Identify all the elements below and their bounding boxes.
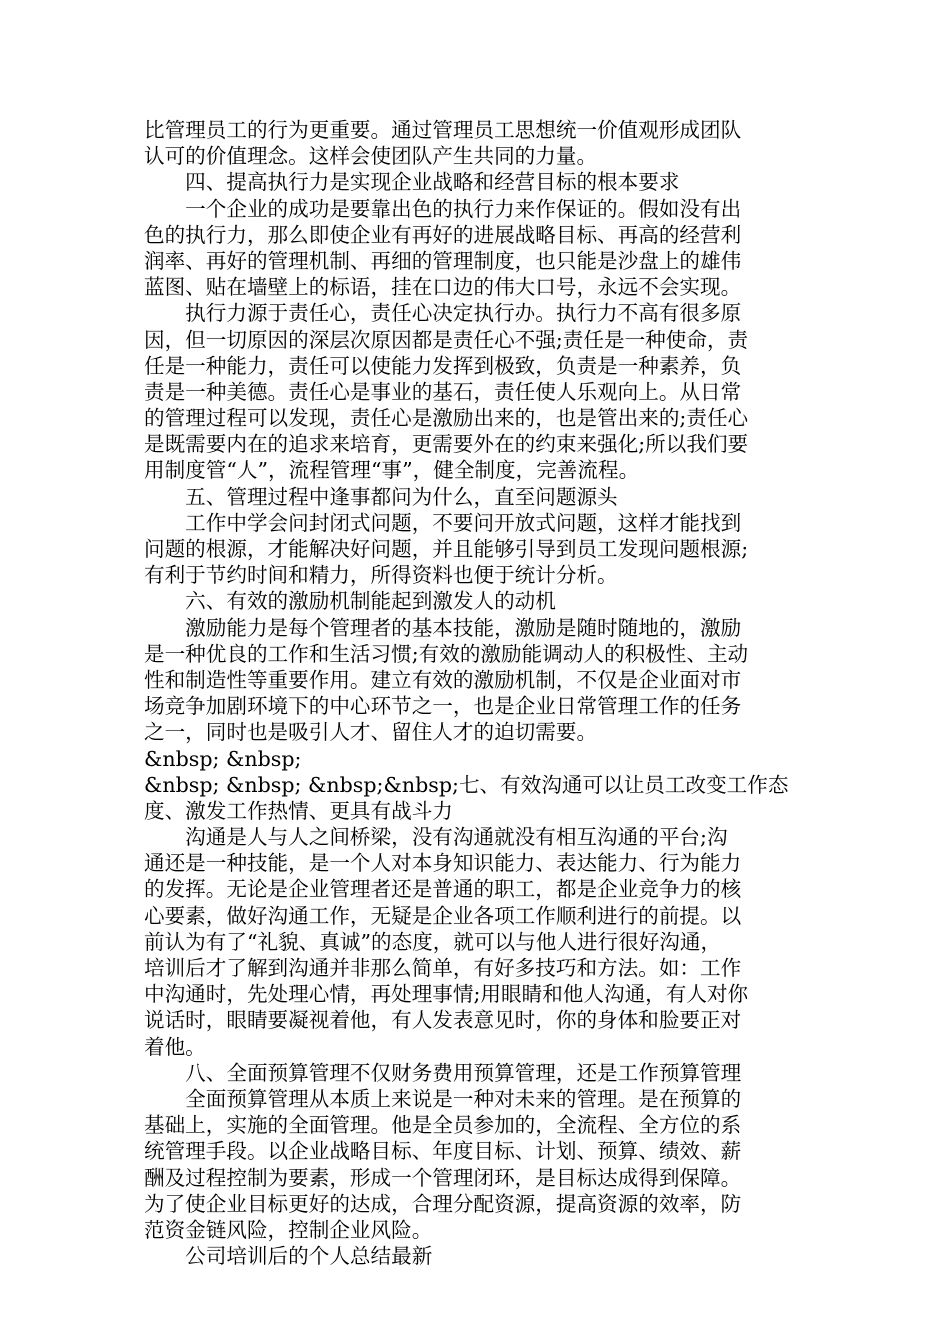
document-body <box>144 117 814 1269</box>
text-line: 色的执行力，那么即使企业有再好的进展战略目标、再高的经营利 <box>144 222 742 247</box>
text-line: 沟通是人与人之间桥梁，没有沟通就没有相互沟通的平台;沟 <box>144 825 728 850</box>
section-heading: 四、提高执行力是实现企业战略和经营目标的根本要求 <box>144 170 680 195</box>
text-line: 比管理员工的行为更重要。通过管理员工思想统一价值观形成团队 <box>144 118 742 142</box>
text-line: 用制度管“人”，流程管理“事”，健全制度，完善流程。 <box>144 458 640 483</box>
section-heading: 五、管理过程中逢事都问为什么，直至问题源头 <box>144 484 618 509</box>
text-line: 公司培训后的个人总结最新 <box>144 1244 433 1269</box>
text-line: 是既需要内在的追求来培育，更需要外在的约束来强化;所以我们要 <box>144 432 749 457</box>
text-line: 统管理手段。以企业战略目标、年度目标、计划、预算、绩效、薪 <box>144 1139 742 1164</box>
text-line: 一个企业的成功是要靠出色的执行力来作保证的。假如没有出 <box>144 196 742 221</box>
text-line: 激励能力是每个管理者的基本技能，激励是随时随地的，激励 <box>144 615 742 640</box>
text-line: 基础上，实施的全面管理。他是全员参加的，全流程、全方位的系 <box>144 1113 742 1138</box>
text-line: 为了使企业目标更好的达成，合理分配资源，提高资源的效率，防 <box>144 1191 742 1216</box>
text-line: 前认为有了“礼貌、真诚”的态度，就可以与他人进行很好沟通， <box>144 929 722 954</box>
text-line: 任是一种能力，责任可以使能力发挥到极致，负责是一种素养，负 <box>144 353 742 378</box>
text-line: 责是一种美德。责任心是事业的基石，责任使人乐观向上。从日常 <box>144 379 742 404</box>
text-line: 蓝图、贴在墙壁上的标语，挂在口边的伟大口号，永远不会实现。 <box>144 275 742 300</box>
text-line: 的发挥。无论是企业管理者还是普通的职工，都是企业竞争力的核 <box>144 877 742 902</box>
text-line: 通还是一种技能，是一个人对本身知识能力、表达能力、行为能力 <box>144 851 742 876</box>
text-line: 工作中学会问封闭式问题，不要问开放式问题，这样才能找到 <box>144 510 742 535</box>
text-line: 酬及过程控制为要素，形成一个管理闭环，是目标达成得到保障。 <box>144 1165 742 1190</box>
text-line: 全面预算管理从本质上来说是一种对未来的管理。是在预算的 <box>144 1086 742 1111</box>
text-line: 是一种优良的工作和生活习惯;有效的激励能调动人的积极性、主动 <box>144 641 749 666</box>
text-line: 问题的根源，才能解决好问题，并且能够引导到员工发现问题根源; <box>144 537 749 561</box>
text-line: 的管理过程可以发现，责任心是激励出来的，也是管出来的;责任心 <box>144 406 749 431</box>
text-line: 中沟通时，先处理心情，再处理事情;用眼睛和他人沟通，有人对你 <box>144 982 749 1007</box>
text-line: 因，但一切原因的深层次原因都是责任心不强;责任是一种使命，责 <box>144 327 749 352</box>
text-line: 润率、再好的管理机制、再细的管理制度，也只能是沙盘上的雄伟 <box>144 248 742 273</box>
text-line: 执行力源于责任心，责任心决定执行办。执行力不高有很多原 <box>144 301 742 326</box>
text-line: 之一，同时也是吸引人才、留住人才的迫切需要。 <box>144 720 598 745</box>
section-heading: 八、全面预算管理不仅财务费用预算管理，还是工作预算管理 <box>144 1060 742 1085</box>
text-line: 范资金链风险，控制企业风险。 <box>144 1217 433 1242</box>
text-line: 性和制造性等重要作用。建立有效的激励机制，不仅是企业面对市 <box>144 667 742 692</box>
section-heading: 六、有效的激励机制能起到激发人的动机 <box>144 589 556 614</box>
text-line: 培训后才了解到沟通并非那么简单，有好多技巧和方法。如：工作 <box>144 956 742 980</box>
text-line: 心要素，做好沟通工作，无疑是企业各项工作顺利进行的前提。以 <box>144 903 742 928</box>
text-line: 有利于节约时间和精力，所得资料也便于统计分析。 <box>144 563 618 588</box>
text-line: 认可的价值理念。这样会使团队产生共同的力量。 <box>144 144 598 169</box>
text-line: 着他。 <box>144 1034 206 1059</box>
text-line: 度、激发工作热情、更具有战斗力 <box>144 798 453 823</box>
text-line: 场竞争加剧环境下的中心环节之一，也是企业日常管理工作的任务 <box>144 694 742 719</box>
text-line: &nbsp; &nbsp; <box>144 746 302 771</box>
section-heading: &nbsp; &nbsp; &nbsp;&nbsp;七、有效沟通可以让员工改变工作态 <box>144 772 789 797</box>
text-line: 说话时，眼睛要凝视着他，有人发表意见时，你的身体和脸要正对 <box>144 1008 742 1033</box>
